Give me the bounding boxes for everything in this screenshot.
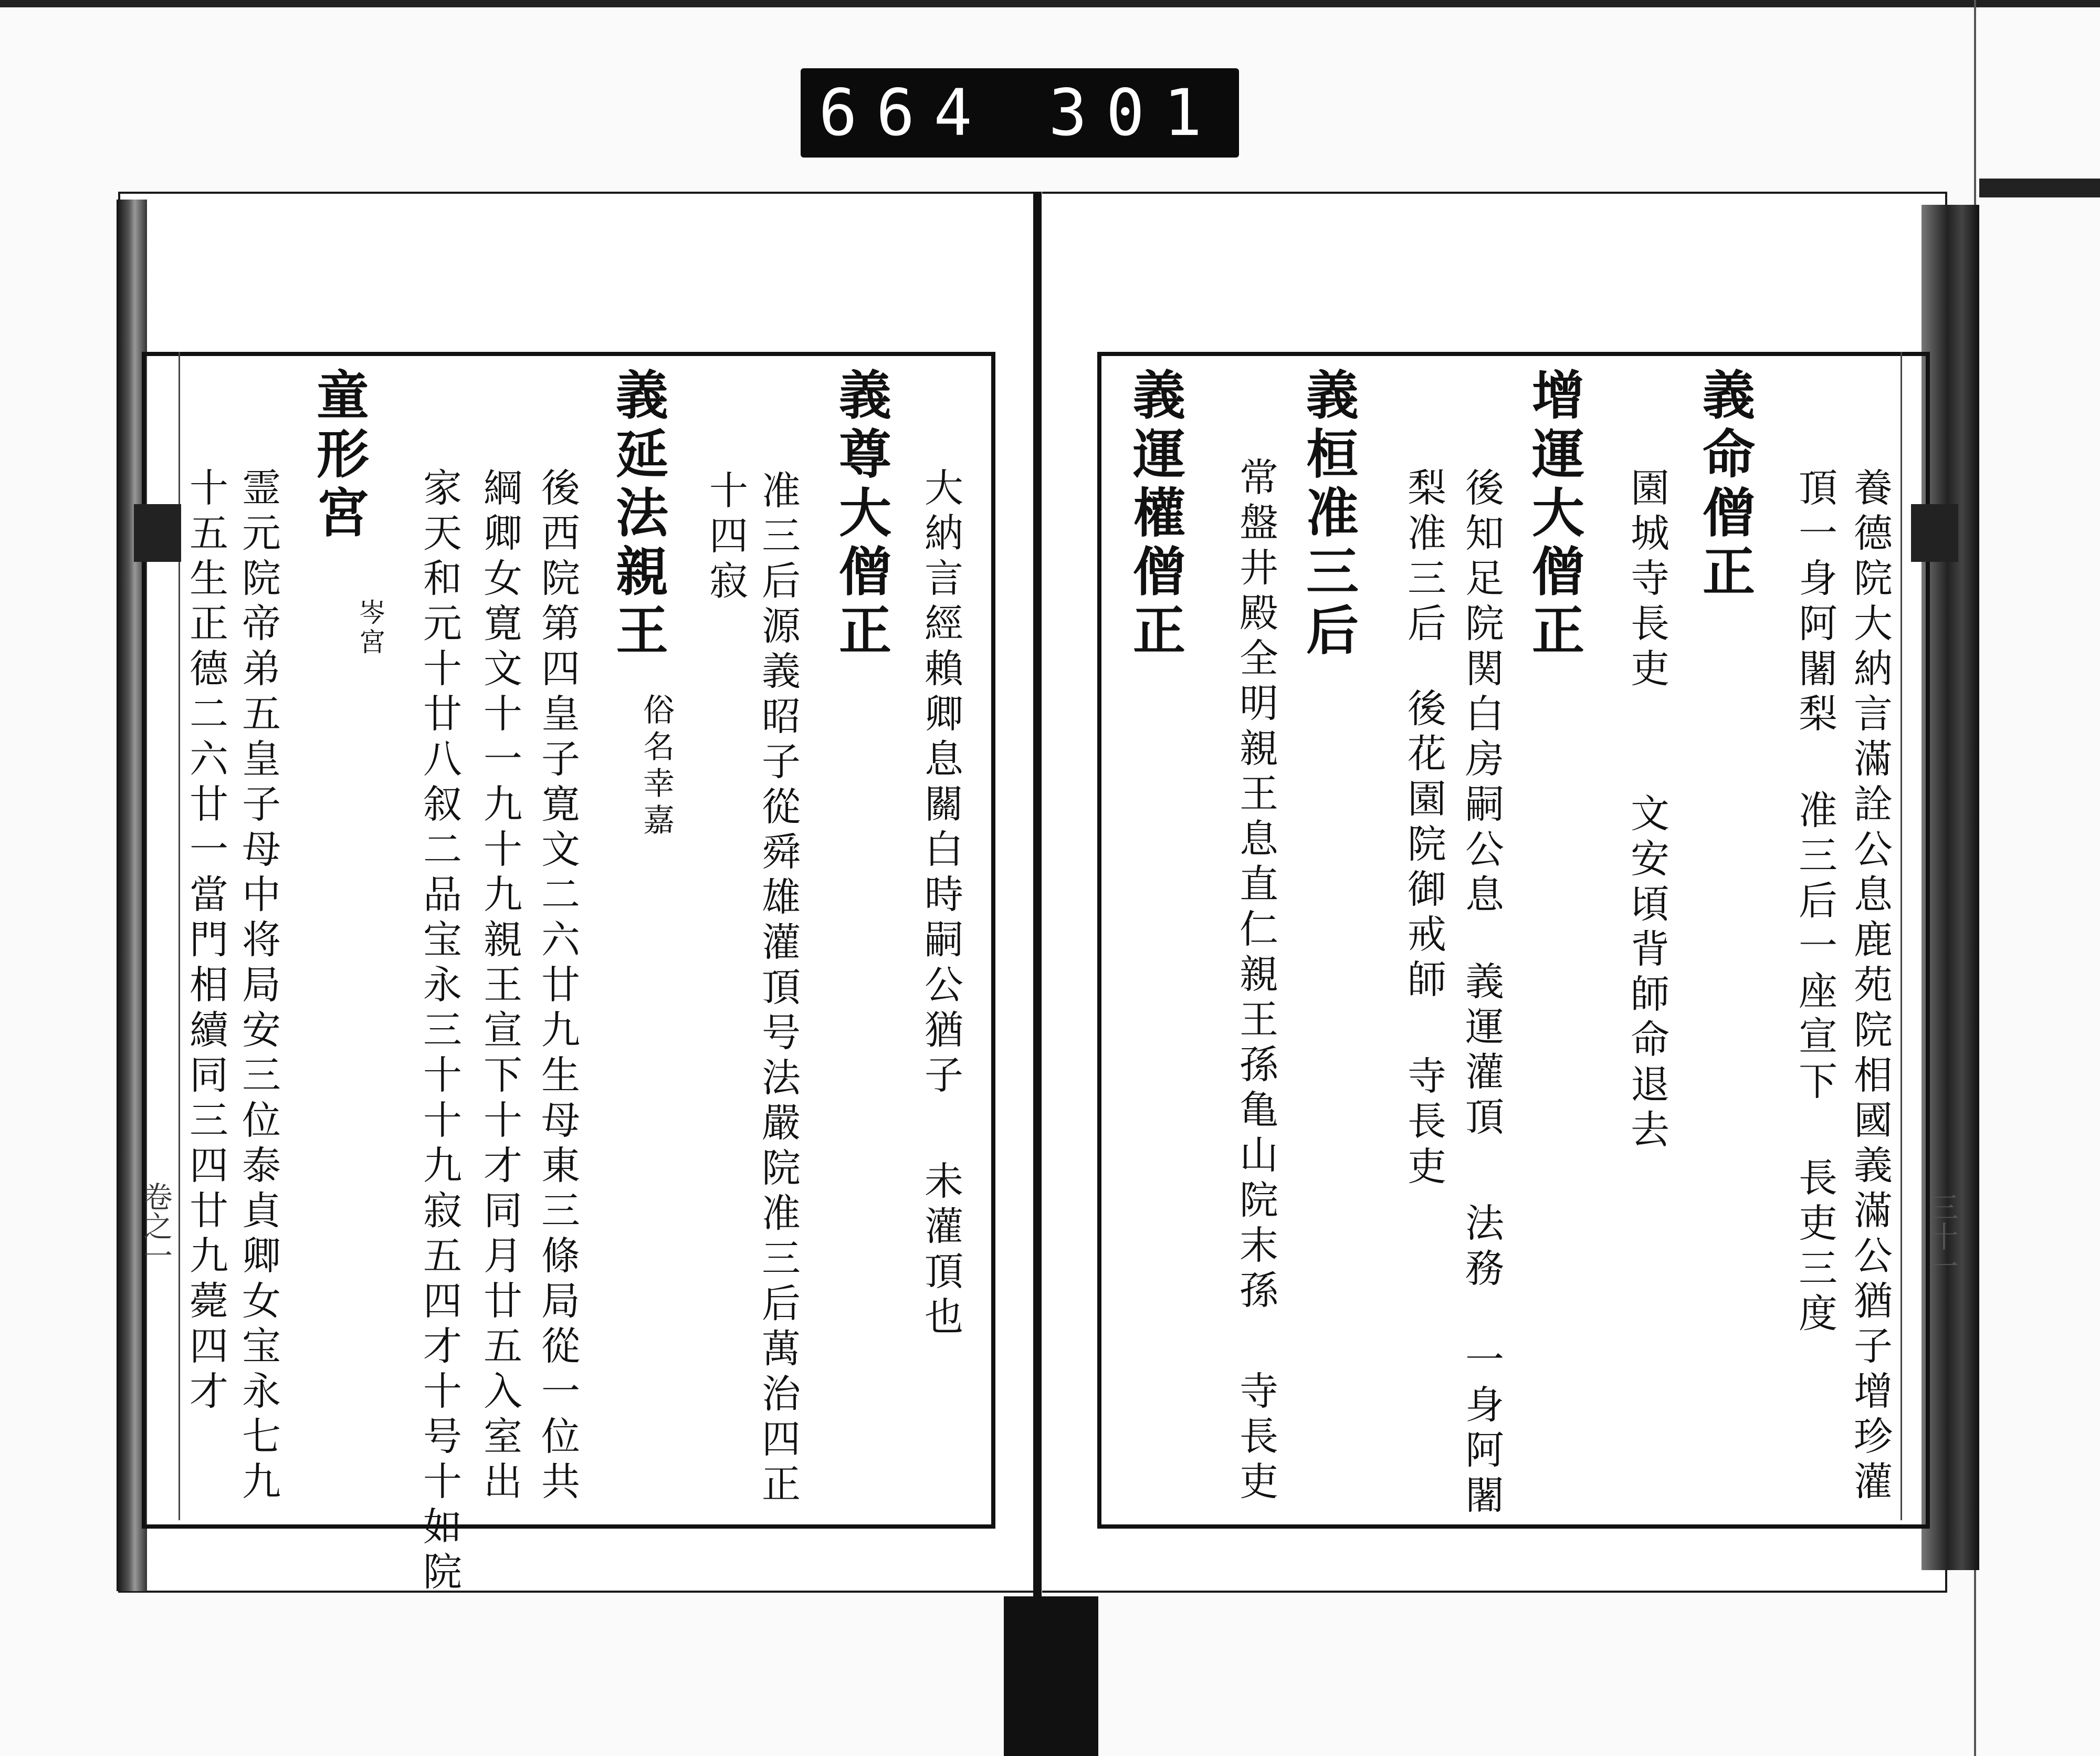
left-col-12: 十五生正德二六廿一當門相續同三四廿九薨四才 — [183, 467, 228, 1416]
right-col-7-note: 後花園院御戒師 — [1401, 688, 1446, 1004]
scan-right-bar — [1979, 179, 2100, 197]
right-col-6-note: 義運灌頂 — [1459, 961, 1504, 1142]
right-col-6: 後知足院関白房嗣公息 — [1459, 467, 1504, 919]
binding-clip — [1004, 1596, 1098, 1756]
heading-dogyo: 童形宮 — [308, 368, 370, 544]
right-col-9: 常盤井殿全明親王息直仁親王孫亀山院末孫 — [1233, 457, 1278, 1315]
right-col-7-note2: 寺長吏 — [1401, 1055, 1446, 1191]
heading-gien-note: 俗名幸嘉 — [638, 693, 675, 840]
left-tab-notch — [134, 504, 181, 562]
heading-gison: 義尊大僧正 — [830, 368, 892, 662]
right-margin-line — [1900, 352, 1902, 1520]
left-col-7: 綱卿女寛文十一九十九親王宣下十才同月廿五入室出 — [477, 467, 522, 1506]
right-tab-notch — [1911, 504, 1958, 562]
left-col-8: 家天和元十廿八叙二品宝永三十十九寂五四才十号十如院 — [417, 467, 462, 1596]
book-spine — [1033, 192, 1042, 1609]
right-page-edge — [1922, 205, 1979, 1570]
right-col-9-note: 寺長吏 — [1233, 1371, 1278, 1506]
left-col-1: 大納言經賴卿息關白時嗣公猶子 — [918, 467, 963, 1100]
right-col-1: 養德院大納言滿詮公息鹿苑院相國義滿公猶子增珍灌 — [1847, 467, 1893, 1506]
right-col-7: 梨准三后 — [1401, 467, 1446, 648]
heading-giun: 義運權僧正 — [1124, 368, 1186, 662]
scan-top-border — [0, 0, 2100, 7]
right-col-6-note2: 法務 — [1459, 1203, 1504, 1293]
left-fold-text: 卷之一 — [139, 1182, 173, 1270]
right-col-4-note: 文安頃背師命退去 — [1624, 793, 1670, 1154]
right-col-4: 園城寺長吏 — [1624, 467, 1670, 693]
left-col-4: 十四寂 — [703, 470, 748, 605]
heading-zoun: 增運大僧正 — [1523, 368, 1585, 662]
archive-number-label: 664 301 — [801, 68, 1239, 158]
left-col-11: 霊元院帝弟五皇子母中将局安三位泰貞卿女宝永七九 — [236, 467, 281, 1506]
heading-gikan: 義桓准三后 — [1297, 368, 1359, 662]
right-col-2: 頂一身阿闍梨 准三后一座宣下 長吏三度 — [1792, 467, 1838, 1338]
heading-gimei: 義命僧正 — [1694, 368, 1756, 603]
left-col-3: 准三后源義昭子從舜雄灌頂号法嚴院准三后萬治四正 — [755, 470, 801, 1509]
right-col-6-note3: 一身阿闍 — [1459, 1339, 1504, 1520]
heading-gien: 義延法親王 — [607, 368, 669, 662]
left-col-9: 岑宮 — [355, 599, 385, 657]
left-col-6: 後西院第四皇子寛文二六廿九生母東三條局從一位共 — [535, 467, 580, 1506]
right-fold-text: 三十一 — [1925, 1192, 1959, 1280]
left-col-1-note: 未灌頂也 — [918, 1161, 963, 1341]
